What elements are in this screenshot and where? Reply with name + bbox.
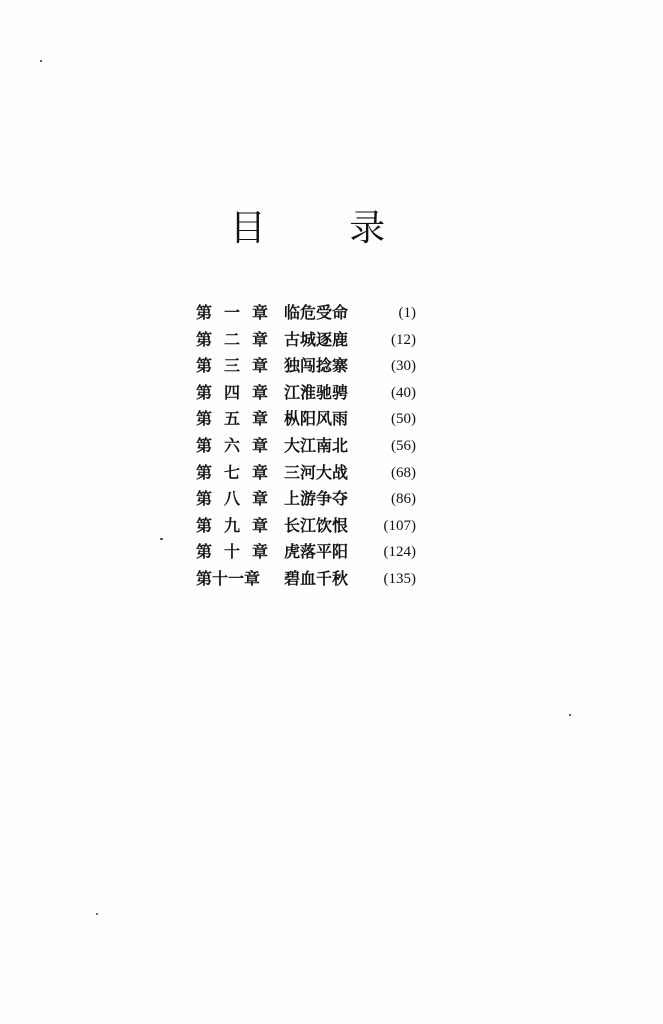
chapter-number <box>196 353 268 380</box>
chapter-number <box>196 327 268 354</box>
chapter-number-char: 八 <box>223 489 240 509</box>
chapter-number-char: 章 <box>251 409 268 429</box>
toc-entry <box>196 353 416 380</box>
chapter-number <box>196 380 268 407</box>
scan-speck <box>160 538 163 540</box>
scan-speck <box>569 714 571 716</box>
toc-entry <box>196 460 416 487</box>
chapter-title: 上游争夺 <box>284 489 349 509</box>
scan-speck <box>40 60 42 62</box>
chapter-title: 临危受命 <box>284 303 349 322</box>
chapter-number-char: 四 <box>223 382 240 402</box>
chapter-title: 古城逐鹿 <box>284 329 349 349</box>
chapter-title: 江淮驰骋 <box>284 382 349 402</box>
chapter-number-char: 章 <box>251 329 268 349</box>
chapter-number-char: 一 <box>223 303 240 322</box>
page-number: (40) <box>391 384 416 401</box>
chapter-number-char: 第 <box>196 409 213 429</box>
chapter-number-char: 七 <box>223 462 240 482</box>
page-number: (50) <box>391 411 416 428</box>
chapter-number <box>196 513 268 540</box>
chapter-number-char: 十 <box>223 542 240 562</box>
toc-entry <box>196 513 416 540</box>
chapter-number-char: 三 <box>223 356 240 376</box>
chapter-number <box>196 460 268 487</box>
toc-entry <box>196 566 416 593</box>
page-title: 目 录 <box>229 208 422 249</box>
toc-entry <box>196 300 416 327</box>
chapter-number-char: 章 <box>251 462 268 482</box>
chapter-title: 碧血千秋 <box>284 568 349 588</box>
chapter-title: 大江南北 <box>284 435 349 455</box>
chapter-number-char: 章 <box>251 382 268 402</box>
chapter-number <box>196 433 268 460</box>
chapter-number-char: 章 <box>251 356 268 376</box>
page-number: (135) <box>383 570 416 587</box>
page-number: (1) <box>398 305 416 321</box>
chapter-number <box>196 486 268 513</box>
chapter-number-char: 第 <box>196 435 213 455</box>
chapter-title: 虎落平阳 <box>284 542 349 562</box>
chapter-number-char: 章 <box>251 303 268 322</box>
chapter-title: 三河大战 <box>284 462 349 482</box>
page-number: (12) <box>391 331 416 348</box>
toc-entry <box>196 406 416 433</box>
chapter-number-char: 九 <box>223 515 240 535</box>
chapter-number-char: 章 <box>251 515 268 535</box>
chapter-number-char: 第 <box>196 489 213 509</box>
page-number: (30) <box>391 358 416 375</box>
chapter-title: 长江饮恨 <box>284 515 349 535</box>
chapter-number-char: 章 <box>251 542 268 562</box>
page-number: (68) <box>391 464 416 481</box>
chapter-title: 枞阳风雨 <box>284 409 349 429</box>
toc-entry <box>196 380 416 407</box>
chapter-number-char: 第 <box>196 303 213 322</box>
page-number: (56) <box>391 437 416 454</box>
chapter-number-char: 章 <box>251 489 268 509</box>
toc-entry <box>196 433 416 460</box>
chapter-number-char: 第 <box>196 542 213 562</box>
chapter-number-char: 第 <box>196 329 213 349</box>
toc-entry <box>196 539 416 566</box>
chapter-number-char: 五 <box>223 409 240 429</box>
chapter-number-char: 六 <box>223 435 240 455</box>
toc-entry <box>196 486 416 513</box>
chapter-number-char: 第 <box>196 515 213 535</box>
chapter-number-char: 章 <box>251 435 268 455</box>
chapter-number <box>196 300 268 327</box>
scan-speck <box>96 913 98 915</box>
chapter-number <box>196 566 268 593</box>
toc-entry <box>196 327 416 354</box>
table-of-contents <box>196 300 416 593</box>
page-number: (124) <box>383 544 416 561</box>
chapter-number <box>196 539 268 566</box>
chapter-number-char: 第 <box>196 356 213 376</box>
chapter-number-char: 二 <box>223 329 240 349</box>
chapter-title: 独闯捻寨 <box>284 356 349 376</box>
chapter-number-char: 第 <box>196 462 213 482</box>
page-number: (107) <box>383 517 416 534</box>
chapter-number <box>196 406 268 433</box>
chapter-number-char: 第 <box>196 382 213 402</box>
chapter-number-char: 第十一章 <box>196 568 261 588</box>
page-number: (86) <box>391 491 416 508</box>
